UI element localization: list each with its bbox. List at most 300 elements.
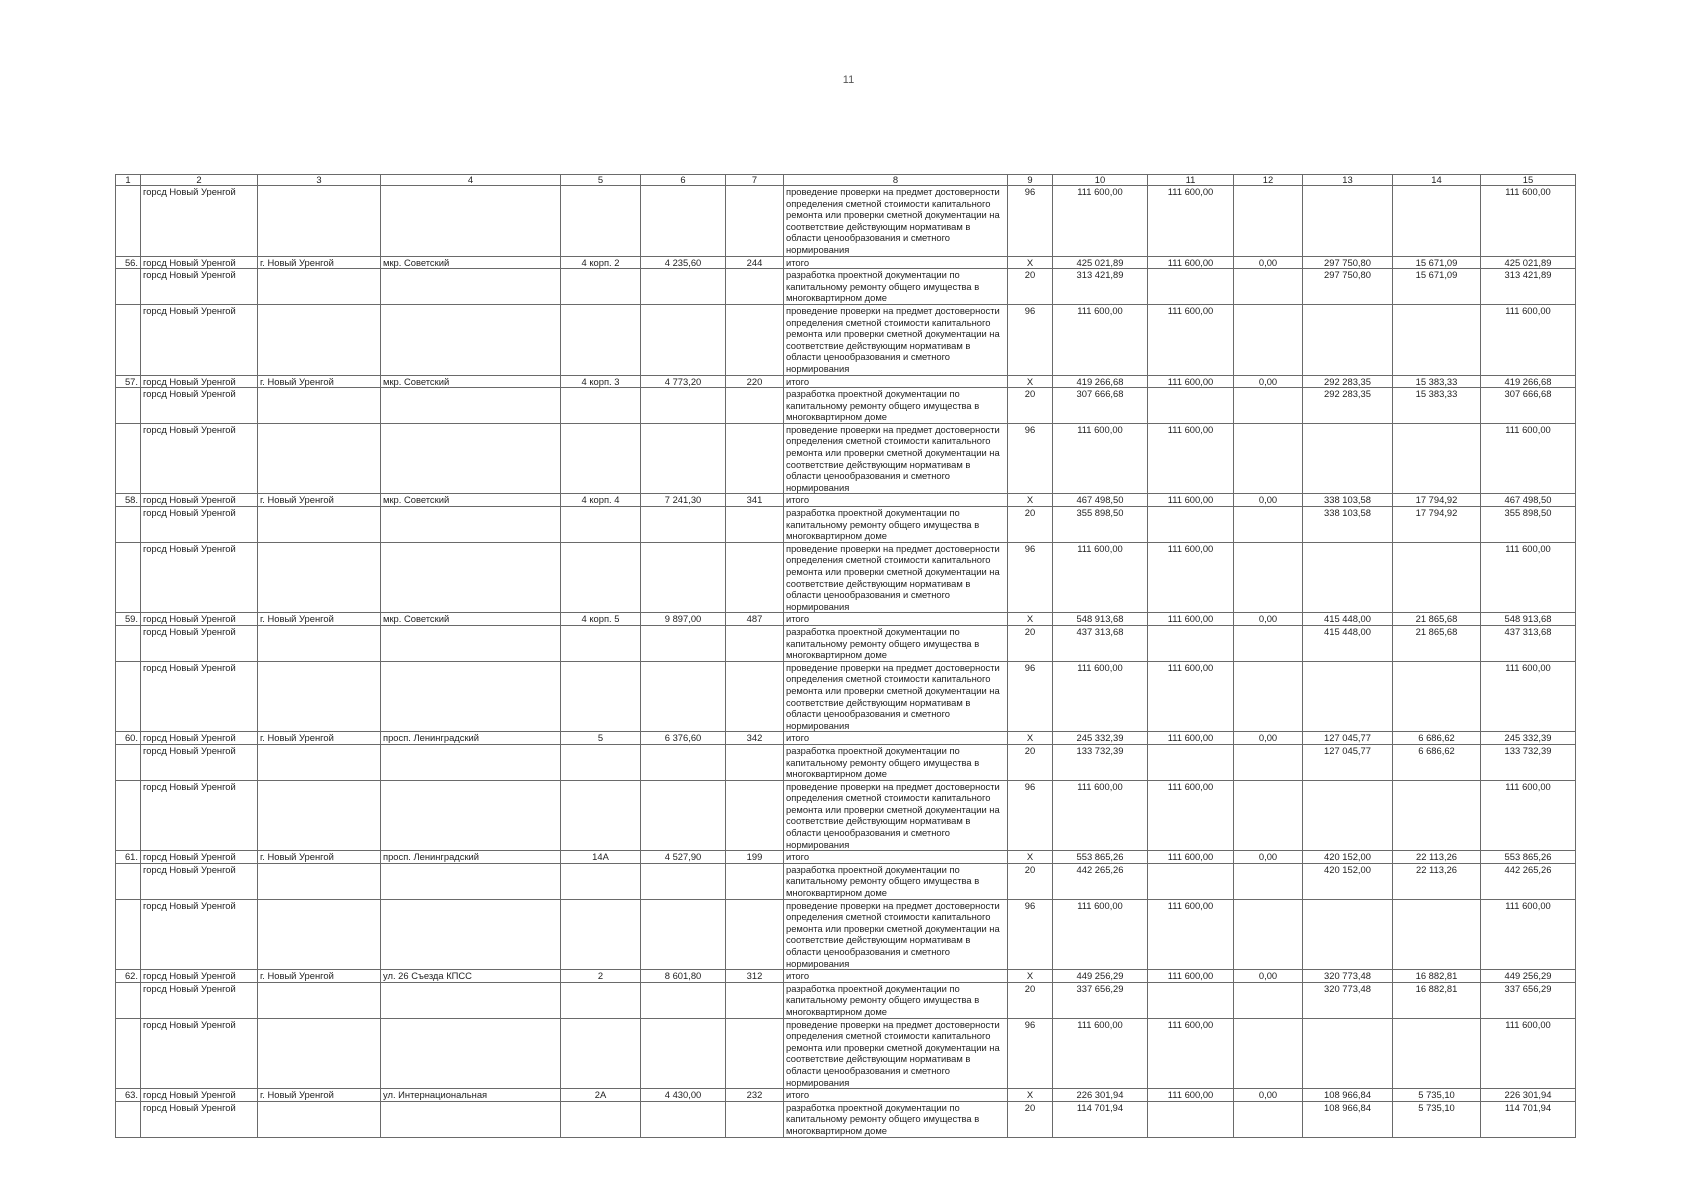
cell-number [116,269,141,305]
cell-total-cost: 111 600,00 [1053,780,1148,851]
cell-residents [726,625,784,661]
cell-code: 96 [1008,423,1053,494]
cell-cost-12 [1234,982,1303,1018]
cell-work-type: проведение проверки на предмет достоверности определения сметной стоимости капитального ремонта или проверки сметной документации на соответствие действующим нормативам в области ценообразования и сметного нормирования [784,423,1008,494]
cell-number: 63. [116,1089,141,1102]
cell-cost-15: 111 600,00 [1481,423,1576,494]
table-row [116,744,1576,780]
cell-street [381,661,561,732]
cell-code: 96 [1008,304,1053,375]
cell-cost-14 [1393,1018,1481,1089]
header-col-8: 8 [784,175,1008,186]
cell-street [381,899,561,970]
cell-area [641,625,726,661]
cell-number [116,507,141,543]
cell-residents [726,744,784,780]
cell-cost-15: 111 600,00 [1481,542,1576,613]
cell-code: 96 [1008,780,1053,851]
table-row [116,1101,1576,1137]
cell-street: ул. Интернациональная [381,1089,561,1102]
cell-area: 8 601,80 [641,970,726,983]
cell-cost-15: 111 600,00 [1481,186,1576,257]
cell-street [381,744,561,780]
cell-cost-11: 111 600,00 [1148,423,1234,494]
cell-settlement: г. Новый Уренгой [258,613,381,626]
cell-house [561,661,641,732]
cell-cost-15: 467 498,50 [1481,494,1576,507]
cell-municipality: горсд Новый Уренгой [141,304,258,375]
cell-total-cost: 226 301,94 [1053,1089,1148,1102]
cell-cost-11: 111 600,00 [1148,899,1234,970]
cell-work-type: проведение проверки на предмет достоверности определения сметной стоимости капитального ремонта или проверки сметной документации на соответствие действующим нормативам в области ценообразования и сметного нормирования [784,899,1008,970]
cell-cost-15: 133 732,39 [1481,744,1576,780]
table-body [116,186,1576,1138]
cell-cost-14: 22 113,26 [1393,851,1481,864]
cell-cost-11: 111 600,00 [1148,780,1234,851]
cell-total-cost: 111 600,00 [1053,423,1148,494]
cell-area [641,507,726,543]
cell-cost-11 [1148,982,1234,1018]
header-row [116,175,1576,186]
cell-settlement [258,982,381,1018]
cell-code: X [1008,256,1053,269]
cell-total-cost: 442 265,26 [1053,863,1148,899]
table-row [116,542,1576,613]
cell-cost-13: 292 283,35 [1303,375,1393,388]
cell-number: 58. [116,494,141,507]
cell-settlement: г. Новый Уренгой [258,970,381,983]
cell-cost-15: 111 600,00 [1481,304,1576,375]
cell-settlement: г. Новый Уренгой [258,256,381,269]
cell-area [641,269,726,305]
cell-cost-11 [1148,1101,1234,1137]
cell-code: 96 [1008,1018,1053,1089]
cell-total-cost: 111 600,00 [1053,1018,1148,1089]
cell-settlement [258,542,381,613]
table-row [116,186,1576,257]
table-row [116,256,1576,269]
cell-cost-11: 111 600,00 [1148,661,1234,732]
cell-residents [726,304,784,375]
cell-code: 20 [1008,982,1053,1018]
cell-number [116,1018,141,1089]
cell-cost-15: 245 332,39 [1481,732,1576,745]
page-number: 11 [842,74,855,86]
cell-cost-13 [1303,661,1393,732]
table-row [116,732,1576,745]
cell-cost-14 [1393,542,1481,613]
cell-settlement [258,744,381,780]
cell-cost-11: 111 600,00 [1148,542,1234,613]
cell-cost-14: 15 671,09 [1393,269,1481,305]
cell-municipality: горсд Новый Уренгой [141,732,258,745]
table-row [116,970,1576,983]
table-row [116,625,1576,661]
cell-cost-14: 6 686,62 [1393,744,1481,780]
cell-total-cost: 313 421,89 [1053,269,1148,305]
table-row [116,423,1576,494]
cell-work-type: проведение проверки на предмет достоверности определения сметной стоимости капитального ремонта или проверки сметной документации на соответствие действующим нормативам в области ценообразования и сметного нормирования [784,542,1008,613]
cell-area [641,423,726,494]
cell-cost-14: 21 865,68 [1393,625,1481,661]
table-row [116,780,1576,851]
cell-code: 96 [1008,661,1053,732]
cell-code: X [1008,375,1053,388]
table-row [116,1018,1576,1089]
table-row [116,494,1576,507]
header-col-9: 9 [1008,175,1053,186]
cell-work-type: проведение проверки на предмет достоверности определения сметной стоимости капитального ремонта или проверки сметной документации на соответствие действующим нормативам в области ценообразования и сметного нормирования [784,304,1008,375]
cell-residents: 220 [726,375,784,388]
cell-code: 96 [1008,186,1053,257]
cell-street [381,423,561,494]
cell-municipality: горсд Новый Уренгой [141,899,258,970]
cell-cost-14: 17 794,92 [1393,494,1481,507]
cell-number [116,542,141,613]
cell-cost-14: 5 735,10 [1393,1101,1481,1137]
cell-cost-14 [1393,661,1481,732]
cell-cost-11: 111 600,00 [1148,1018,1234,1089]
cell-house [561,304,641,375]
cell-work-type: разработка проектной документации по капитальному ремонту общего имущества в многоквартирном доме [784,863,1008,899]
cell-cost-12 [1234,1101,1303,1137]
cell-house: 2 [561,970,641,983]
header-col-15: 15 [1481,175,1576,186]
cell-code: 20 [1008,744,1053,780]
cell-total-cost: 111 600,00 [1053,304,1148,375]
cell-work-type: итого [784,256,1008,269]
cell-street [381,186,561,257]
cell-settlement [258,1101,381,1137]
cell-area [641,1101,726,1137]
cell-cost-11: 111 600,00 [1148,256,1234,269]
cell-cost-11: 111 600,00 [1148,494,1234,507]
cell-street: ул. 26 Съезда КПСС [381,970,561,983]
header-col-5: 5 [561,175,641,186]
cell-settlement [258,625,381,661]
cell-cost-12: 0,00 [1234,256,1303,269]
cell-residents [726,899,784,970]
cell-number [116,304,141,375]
cell-municipality: горсд Новый Уренгой [141,625,258,661]
cell-cost-12 [1234,542,1303,613]
cell-municipality: горсд Новый Уренгой [141,780,258,851]
header-col-4: 4 [381,175,561,186]
cell-municipality: горсд Новый Уренгой [141,744,258,780]
cell-street: мкр. Советский [381,256,561,269]
cell-number [116,1101,141,1137]
cell-house: 4 корп. 3 [561,375,641,388]
cell-work-type: разработка проектной документации по капитальному ремонту общего имущества в многоквартирном доме [784,269,1008,305]
cell-municipality: горсд Новый Уренгой [141,1018,258,1089]
cell-area: 6 376,60 [641,732,726,745]
table-row [116,613,1576,626]
cell-cost-14: 16 882,81 [1393,982,1481,1018]
cell-cost-13: 108 966,84 [1303,1101,1393,1137]
cell-total-cost: 114 701,94 [1053,1101,1148,1137]
cell-code: 20 [1008,269,1053,305]
cell-settlement: г. Новый Уренгой [258,375,381,388]
cell-street [381,269,561,305]
cell-cost-13: 415 448,00 [1303,613,1393,626]
cell-total-cost: 111 600,00 [1053,186,1148,257]
cell-total-cost: 111 600,00 [1053,661,1148,732]
cell-house [561,186,641,257]
cell-cost-11: 111 600,00 [1148,613,1234,626]
cell-area [641,744,726,780]
cell-cost-15: 442 265,26 [1481,863,1576,899]
cell-total-cost: 133 732,39 [1053,744,1148,780]
cell-house [561,982,641,1018]
cell-cost-11: 111 600,00 [1148,970,1234,983]
cell-house [561,1018,641,1089]
cell-residents: 487 [726,613,784,626]
cell-work-type: разработка проектной документации по капитальному ремонту общего имущества в многоквартирном доме [784,388,1008,424]
header-col-3: 3 [258,175,381,186]
cell-street: мкр. Советский [381,494,561,507]
cell-area [641,863,726,899]
cell-cost-14 [1393,423,1481,494]
cell-cost-11 [1148,388,1234,424]
cell-street [381,507,561,543]
cell-cost-15: 307 666,68 [1481,388,1576,424]
cell-residents [726,388,784,424]
cell-house: 4 корп. 4 [561,494,641,507]
cell-area [641,1018,726,1089]
cell-cost-15: 419 266,68 [1481,375,1576,388]
cell-residents [726,542,784,613]
cell-cost-13 [1303,780,1393,851]
cell-total-cost: 355 898,50 [1053,507,1148,543]
header-col-14: 14 [1393,175,1481,186]
cell-total-cost: 437 313,68 [1053,625,1148,661]
cell-street: просп. Ленинградский [381,851,561,864]
cell-area: 4 430,00 [641,1089,726,1102]
cell-work-type: разработка проектной документации по капитальному ремонту общего имущества в многоквартирном доме [784,1101,1008,1137]
cell-number [116,863,141,899]
cell-number [116,899,141,970]
table-row [116,375,1576,388]
cell-street [381,388,561,424]
cell-residents [726,423,784,494]
cell-cost-13: 338 103,58 [1303,494,1393,507]
cell-residents [726,982,784,1018]
cell-code: X [1008,970,1053,983]
cell-house [561,899,641,970]
cell-street [381,542,561,613]
cell-cost-11: 111 600,00 [1148,304,1234,375]
header-col-11: 11 [1148,175,1234,186]
cell-cost-12 [1234,388,1303,424]
cell-settlement: г. Новый Уренгой [258,494,381,507]
cell-cost-13: 420 152,00 [1303,851,1393,864]
cell-house [561,507,641,543]
table-row [116,269,1576,305]
cell-cost-13: 338 103,58 [1303,507,1393,543]
header-col-12: 12 [1234,175,1303,186]
cell-cost-15: 449 256,29 [1481,970,1576,983]
cell-cost-14 [1393,186,1481,257]
cell-house [561,863,641,899]
cell-area [641,661,726,732]
cell-municipality: горсд Новый Уренгой [141,375,258,388]
cell-area [641,899,726,970]
cell-cost-11: 111 600,00 [1148,851,1234,864]
cell-area [641,186,726,257]
cell-cost-13: 127 045,77 [1303,744,1393,780]
cell-cost-15: 337 656,29 [1481,982,1576,1018]
cell-cost-12 [1234,269,1303,305]
cell-municipality: горсд Новый Уренгой [141,256,258,269]
cell-cost-14 [1393,304,1481,375]
cell-area [641,304,726,375]
cell-house [561,423,641,494]
cell-cost-14 [1393,780,1481,851]
cell-cost-15: 548 913,68 [1481,613,1576,626]
cell-total-cost: 553 865,26 [1053,851,1148,864]
cell-cost-15: 111 600,00 [1481,780,1576,851]
cell-municipality: горсд Новый Уренгой [141,186,258,257]
cell-area: 7 241,30 [641,494,726,507]
cell-work-type: проведение проверки на предмет достоверности определения сметной стоимости капитального ремонта или проверки сметной документации на соответствие действующим нормативам в области ценообразования и сметного нормирования [784,661,1008,732]
cell-number [116,982,141,1018]
cell-cost-12: 0,00 [1234,613,1303,626]
cell-cost-12 [1234,1018,1303,1089]
cell-municipality: горсд Новый Уренгой [141,494,258,507]
cell-number [116,744,141,780]
cell-number: 62. [116,970,141,983]
cell-house [561,780,641,851]
cell-house [561,269,641,305]
cell-residents [726,269,784,305]
cell-municipality: горсд Новый Уренгой [141,613,258,626]
cell-code: X [1008,494,1053,507]
cell-cost-11: 111 600,00 [1148,186,1234,257]
cell-settlement [258,899,381,970]
cell-code: 20 [1008,625,1053,661]
cell-cost-11 [1148,863,1234,899]
cell-cost-14: 15 383,33 [1393,388,1481,424]
cell-code: 20 [1008,1101,1053,1137]
cell-code: 20 [1008,388,1053,424]
cell-total-cost: 449 256,29 [1053,970,1148,983]
cell-area: 4 235,60 [641,256,726,269]
cell-area [641,780,726,851]
cell-residents [726,507,784,543]
cell-cost-12: 0,00 [1234,494,1303,507]
cell-total-cost: 548 913,68 [1053,613,1148,626]
cell-work-type: итого [784,375,1008,388]
cell-cost-11: 111 600,00 [1148,732,1234,745]
cell-number [116,423,141,494]
cell-house: 5 [561,732,641,745]
cell-cost-14: 15 671,09 [1393,256,1481,269]
cell-cost-11 [1148,269,1234,305]
cell-house: 14А [561,851,641,864]
cell-cost-14: 21 865,68 [1393,613,1481,626]
cell-residents: 232 [726,1089,784,1102]
cell-cost-11: 111 600,00 [1148,1089,1234,1102]
cell-total-cost: 425 021,89 [1053,256,1148,269]
cell-cost-12: 0,00 [1234,732,1303,745]
table-row [116,899,1576,970]
cell-cost-12 [1234,899,1303,970]
cell-area [641,388,726,424]
cell-street: мкр. Советский [381,375,561,388]
cell-code: X [1008,613,1053,626]
cell-cost-14 [1393,899,1481,970]
cell-municipality: горсд Новый Уренгой [141,507,258,543]
cell-residents [726,863,784,899]
cell-cost-12: 0,00 [1234,1089,1303,1102]
cell-area [641,542,726,613]
cell-cost-15: 355 898,50 [1481,507,1576,543]
cell-cost-13: 297 750,80 [1303,256,1393,269]
cell-number [116,661,141,732]
cell-residents: 312 [726,970,784,983]
cell-work-type: итого [784,851,1008,864]
cell-house: 4 корп. 2 [561,256,641,269]
table-row [116,507,1576,543]
cell-street: просп. Ленинградский [381,732,561,745]
cell-municipality: горсд Новый Уренгой [141,970,258,983]
cell-work-type: итого [784,613,1008,626]
cell-settlement [258,507,381,543]
cell-cost-13 [1303,186,1393,257]
cell-cost-15: 111 600,00 [1481,1018,1576,1089]
cell-municipality: горсд Новый Уренгой [141,851,258,864]
capital-repair-table [115,174,1576,1138]
cell-cost-14: 15 383,33 [1393,375,1481,388]
cell-cost-12 [1234,507,1303,543]
cell-cost-13: 297 750,80 [1303,269,1393,305]
cell-total-cost: 111 600,00 [1053,542,1148,613]
cell-house [561,388,641,424]
table-row [116,863,1576,899]
cell-cost-13: 320 773,48 [1303,982,1393,1018]
cell-municipality: горсд Новый Уренгой [141,388,258,424]
header-col-10: 10 [1053,175,1148,186]
cell-house [561,1101,641,1137]
cell-cost-11 [1148,507,1234,543]
cell-area [641,982,726,1018]
cell-cost-14: 16 882,81 [1393,970,1481,983]
cell-area: 9 897,00 [641,613,726,626]
cell-settlement [258,423,381,494]
cell-house: 4 корп. 5 [561,613,641,626]
cell-street [381,304,561,375]
cell-street [381,1101,561,1137]
cell-cost-13 [1303,1018,1393,1089]
table-row [116,304,1576,375]
header-col-6: 6 [641,175,726,186]
cell-work-type: разработка проектной документации по капитальному ремонту общего имущества в многоквартирном доме [784,744,1008,780]
cell-settlement: г. Новый Уренгой [258,851,381,864]
table-row [116,388,1576,424]
cell-residents [726,1101,784,1137]
cell-cost-13 [1303,899,1393,970]
cell-work-type: итого [784,1089,1008,1102]
table-row [116,1089,1576,1102]
cell-residents [726,186,784,257]
cell-number: 60. [116,732,141,745]
cell-work-type: проведение проверки на предмет достоверности определения сметной стоимости капитального ремонта или проверки сметной документации на соответствие действующим нормативам в области ценообразования и сметного нормирования [784,1018,1008,1089]
cell-cost-11 [1148,744,1234,780]
cell-municipality: горсд Новый Уренгой [141,982,258,1018]
cell-total-cost: 467 498,50 [1053,494,1148,507]
cell-municipality: горсд Новый Уренгой [141,661,258,732]
cell-house [561,744,641,780]
